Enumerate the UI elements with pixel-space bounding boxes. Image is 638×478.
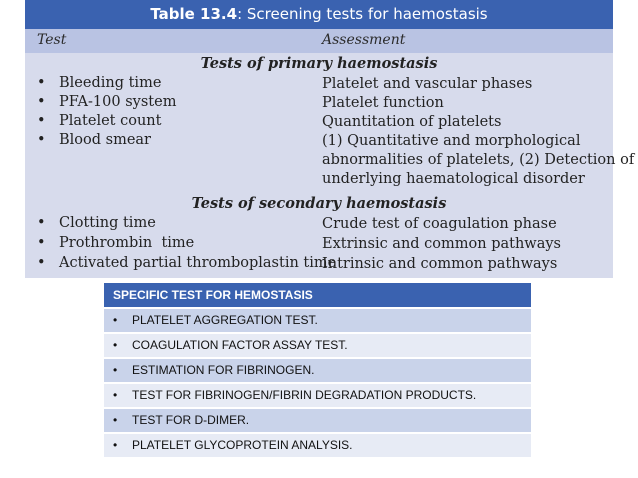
- list-item: [104, 384, 531, 407]
- list-item: [104, 359, 531, 382]
- bullet: •: [113, 413, 118, 427]
- assessment-cell: Platelet and vascular phases: [322, 76, 533, 92]
- bullet: •: [113, 388, 118, 402]
- list-item-label: PLATELET GLYCOPROTEIN ANALYSIS.: [132, 438, 353, 452]
- test-cell: • Clotting time: [37, 215, 156, 231]
- assessment-cell: Quantitation of platelets: [322, 114, 502, 130]
- screening-table: [25, 0, 635, 278]
- table-caption: : Screening tests for haemostasis: [237, 5, 488, 23]
- bullet: •: [113, 338, 118, 352]
- assessment-cell: Platelet function: [322, 95, 444, 111]
- list-item-label: COAGULATION FACTOR ASSAY TEST.: [132, 338, 348, 352]
- test-cell: • Blood smear: [37, 132, 151, 148]
- primary-section-heading: Tests of primary haemostasis: [200, 55, 438, 72]
- test-cell: • Bleeding time: [37, 75, 161, 91]
- list-item-label: ESTIMATION FOR FIBRINOGEN.: [132, 363, 315, 377]
- secondary-section-heading: Tests of secondary haemostasis: [191, 195, 447, 212]
- bullet: •: [113, 313, 118, 327]
- assessment-cell: (1) Quantitative and morphological: [322, 133, 581, 149]
- assessment-cell: underlying haematological disorder: [322, 171, 585, 187]
- list-item: [104, 434, 531, 457]
- test-cell: • Prothrombin time: [37, 235, 194, 251]
- test-cell: • PFA-100 system: [37, 94, 176, 110]
- assessment-cell: Intrinsic and common pathways: [322, 256, 558, 272]
- table-title: [25, 0, 613, 29]
- assessment-cell: abnormalities of platelets, (2) Detection of: [322, 152, 635, 168]
- specific-tests-heading: SPECIFIC TEST FOR HEMOSTASIS: [104, 283, 531, 307]
- bullet: •: [113, 363, 118, 377]
- column-headers: [25, 29, 613, 53]
- list-item-label: TEST FOR FIBRINOGEN/FIBRIN DEGRADATION PRODUCTS.: [132, 388, 477, 402]
- list-item: [104, 409, 531, 432]
- specific-tests-list: [104, 283, 531, 457]
- list-item-label: TEST FOR D-DIMER.: [132, 413, 250, 427]
- bullet: •: [113, 438, 118, 452]
- assessment-cell: Crude test of coagulation phase: [322, 216, 557, 232]
- table-number: Table 13.4: [150, 5, 238, 23]
- list-item-label: PLATELET AGGREGATION TEST.: [132, 313, 318, 327]
- assessment-cell: Extrinsic and common pathways: [322, 236, 561, 252]
- column-header-assessment: Assessment: [322, 32, 406, 48]
- column-header-test: Test: [37, 32, 67, 48]
- test-cell: • Activated partial thromboplastin time: [37, 255, 336, 271]
- list-item: [104, 309, 531, 332]
- test-cell: • Platelet count: [37, 113, 161, 129]
- list-item: [104, 334, 531, 357]
